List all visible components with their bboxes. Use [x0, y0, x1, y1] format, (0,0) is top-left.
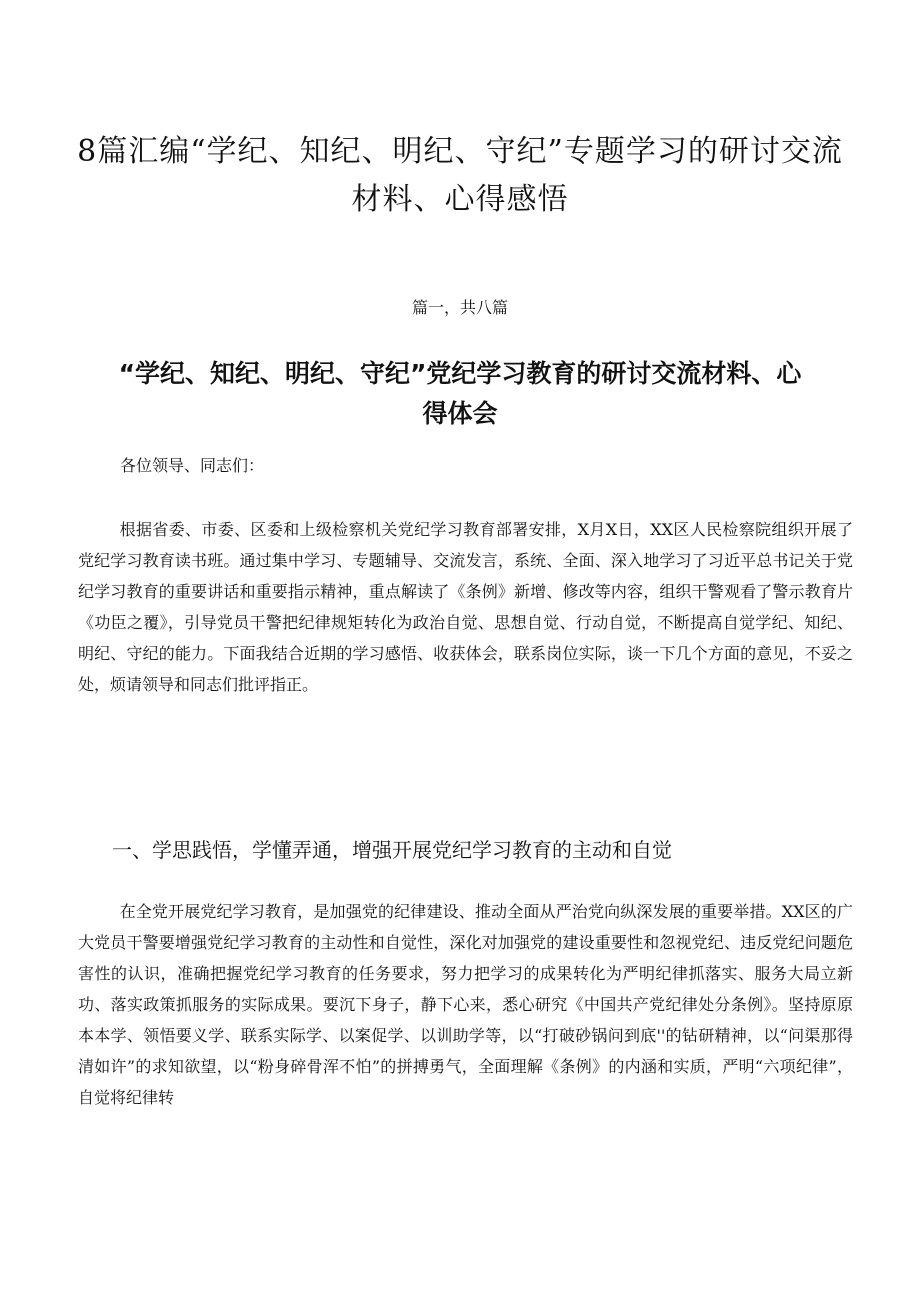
part-label: 篇一，共八篇: [411, 298, 508, 317]
section-heading-1: 一、学思践悟，学懂弄通，增强开展党纪学习教育的主动和自觉: [112, 838, 672, 862]
article-title: “学纪、知纪、明纪、守纪”党纪学习教育的研讨交流材料、心得体会: [118, 359, 802, 428]
intro-paragraph: 根据省委、市委、区委和上级检察机关党纪学习教育部署安排，X月X日，XX区人民检察院组织开展了党纪学习教育读书班。通过集中学习、专题辅导、交流发言，系统、全面、深入地学习了习近平总书记关于党纪学习教育的重要讲话和重要指示精神，重点解读了《条例》新增、修改等内容，组织干警观看了警示教育片《功臣之覆》，引导党员干警把纪律规矩转化为政治自觉、思想自觉、行动自觉，不断提高自觉学纪、知纪、明纪、守纪的能力。下面我结合近期的学习感悟、收获体会，联系岗位实际，谈一下几个方面的意见，不妥之处，烦请领导和同志们批评指正。: [78, 520, 853, 694]
section-1-paragraph: 在全党开展党纪学习教育，是加强党的纪律建设、推动全面从严治党向纵深发展的重要举措。XX区的广大党员干警要增强党纪学习教育的主动性和自觉性，深化对加强党的建设重要性和忽视党纪、违反党纪问题危害性的认识，准确把握党纪学习教育的任务要求，努力把学习的成果转化为严明纪律抓落实、服务大局立新功、落实政策抓服务的实际成果。要沉下身子，静下心来，悉心研究《中国共产党纪律处分条例》。坚持原原本本学、领悟要义学、联系实际学、以案促学、以训助学等，以“打破砂锅问到底''的钻研精神，以“问渠那得清如许”的求知欲望，以“粉身碎骨浑不怕”的拼搏勇气，全面理解《条例》的内涵和实质，严明“六项纪律”，自觉将纪律转: [78, 902, 853, 1107]
document-title: 8篇汇编“学纪、知纪、明纪、守纪”专题学习的研讨交流材料、心得感悟: [77, 134, 843, 217]
salutation: 各位领导、同志们：: [120, 456, 265, 475]
